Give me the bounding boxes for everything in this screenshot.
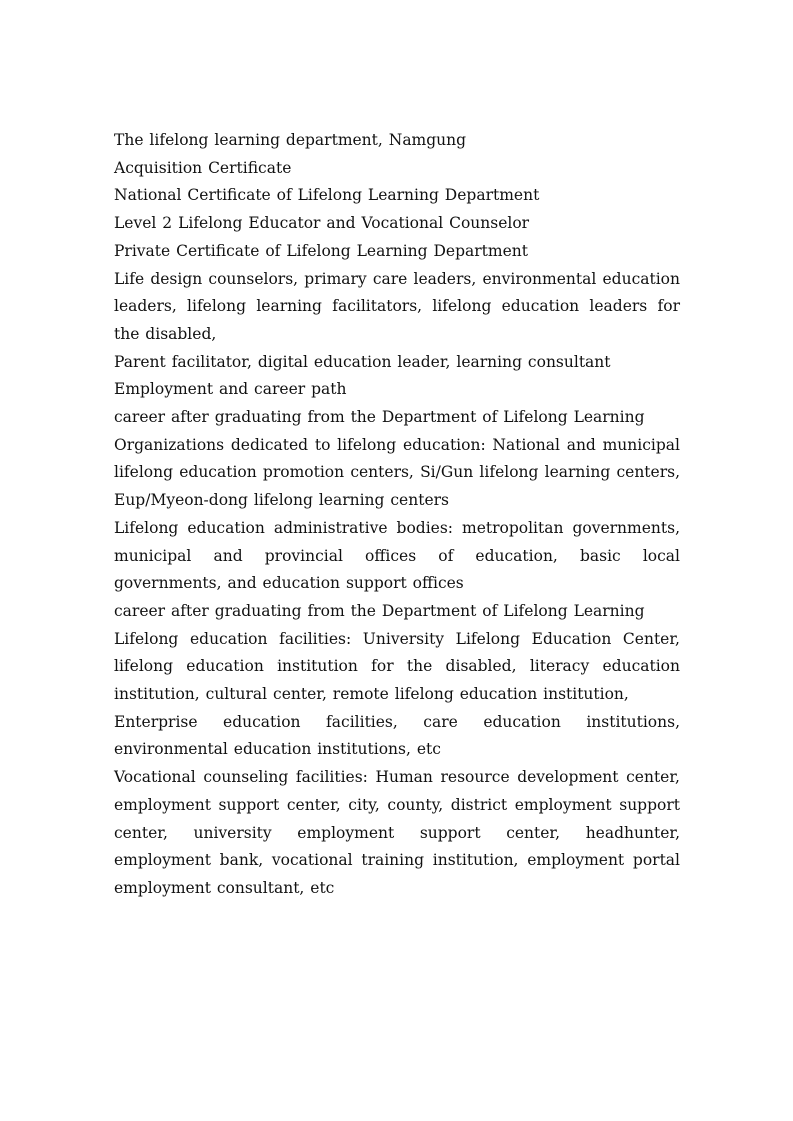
paragraph-parent-facilitator: Parent facilitator, digital education leader, learning consultant	[114, 352, 611, 371]
paragraph-vocational-counseling-facilities: Vocational counseling facilities: Human resource development center, employment support center, city, county, district employment support center, university employment support center, headhunter, employment bank, vocational training institution, employment portal employment consultant, etc	[114, 768, 680, 897]
paragraph-employment-career-path: Employment and career path	[114, 380, 347, 399]
paragraph-career-after-graduating-1: career after graduating from the Department of Lifelong Learning	[114, 408, 645, 427]
document-body	[114, 127, 680, 903]
paragraph-administrative-bodies: Lifelong education administrative bodies: metropolitan governments, municipal and provincial offices of education, basic local governments, and education support offices	[114, 518, 680, 593]
paragraph-enterprise-education-facilities: Enterprise education facilities, care education institutions, environmental education institutions, etc	[114, 712, 680, 759]
paragraph-title: The lifelong learning department, Namgung	[114, 131, 467, 149]
paragraph-level-2-educator: Level 2 Lifelong Educator and Vocational Counselor	[114, 214, 530, 233]
paragraph-acquisition-certificate: Acquisition Certificate	[114, 158, 292, 177]
paragraph-life-design-counselors: Life design counselors, primary care leaders, environmental education leaders, lifelong learning facilitators, lifelong education leaders for the disabled,	[114, 269, 680, 343]
paragraph-career-after-graduating-2: career after graduating from the Department of Lifelong Learning	[114, 601, 645, 620]
paragraph-organizations-lifelong-education: Organizations dedicated to lifelong education: National and municipal lifelong education promotion centers, Si/Gun lifelong learning centers, Eup/Myeon-dong lifelong learning centers	[114, 435, 680, 510]
paragraph-lifelong-education-facilities: Lifelong education facilities: University Lifelong Education Center, lifelong education institution for the disabled, literacy education institution, cultural center, remote lifelong education institution,	[114, 629, 680, 704]
paragraph-national-certificate: National Certificate of Lifelong Learning Department	[114, 186, 540, 205]
paragraph-private-certificate: Private Certificate of Lifelong Learning Department	[114, 241, 528, 260]
